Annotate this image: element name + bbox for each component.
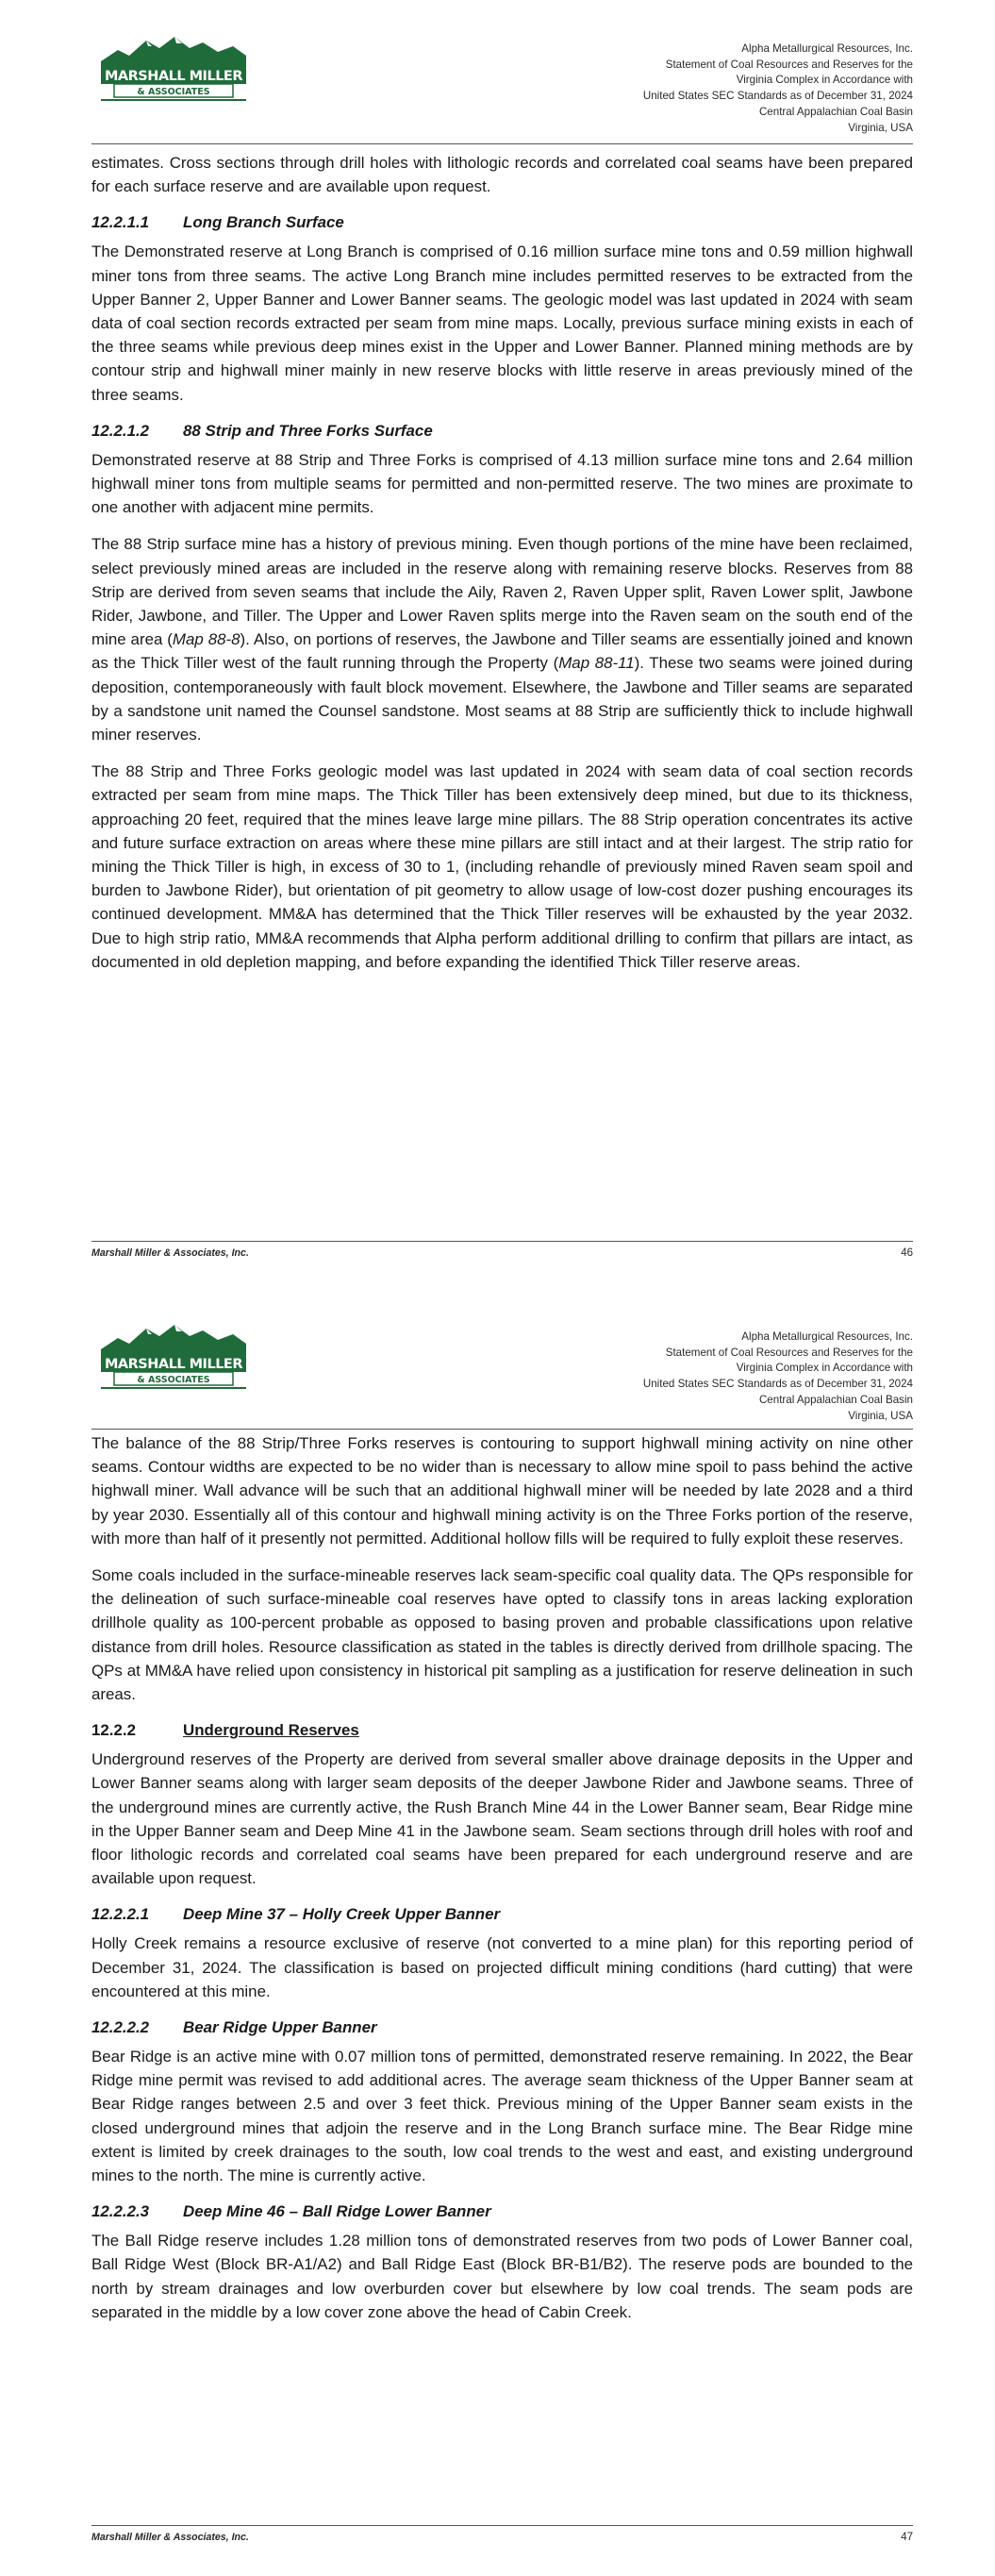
section-number: 12.2.2.2 (91, 2018, 150, 2037)
report-header (517, 1330, 913, 1424)
section-heading (91, 211, 913, 233)
header-complex: Virginia Complex in Accordance with (736, 74, 913, 87)
paragraph: The Ball Ridge reserve includes 1.28 million tons of demonstrated reserves from two pods of Lower Banner coal, Ball Ridge West (Block BR-A1/A2) and Ball Ridge East (Block BR-B1/B2). The reserve pods are bounded to the north by stream drainages and low overburden cover but elsewhere by low coal trends. The seam pods are separated in the middle by a low cover zone above the head of Cabin Creek. (91, 2232, 913, 2321)
header-company: Alpha Metallurgical Resources, Inc. (741, 1330, 913, 1343)
map-reference: Map 88-11 (558, 654, 635, 673)
svg-text:MARSHALL MILLER: MARSHALL MILLER (104, 1357, 243, 1372)
map-reference: Map 88-8 (172, 630, 240, 649)
header-location: Virginia, USA (848, 121, 913, 134)
section-title: Long Branch Surface (183, 213, 344, 232)
section-heading (91, 2200, 913, 2222)
header-complex: Virginia Complex in Accordance with (736, 1362, 913, 1375)
header-divider (91, 1429, 913, 1430)
footer-divider (91, 1241, 913, 1242)
company-logo-icon (97, 35, 250, 105)
paragraph (91, 532, 913, 746)
header-basin: Central Appalachian Coal Basin (758, 1393, 913, 1406)
report-header (517, 42, 913, 136)
header-divider (91, 143, 913, 144)
paragraph: The balance of the 88 Strip/Three Forks reserves is contouring to support highwall mining activity on nine other seams. Contour widths are expected to be no wider than is necessary to allow mine spoil to pass behind the active highwall miner. Wall advance will be such that an additional highwall miner will be needed by late 2028 and a third by year 2030. Essentially all of this contour and highwall mining activity is on the Three Forks portion of the reserve, with more than half of it presently not permitted. Additional hollow fills will be required to fully exploit these reserves. (91, 1434, 913, 1547)
paragraph: Holly Creek remains a resource exclusive of reserve (not converted to a mine plan) for this reporting period of December 31, 2024. The classification is based on projected difficult mining conditions (hard cutting) that were encountered at this mine. (91, 1934, 913, 2000)
section-number: 12.2.1.1 (91, 213, 150, 232)
section-heading (91, 1719, 913, 1741)
header-statement: Statement of Coal Resources and Reserves for the (665, 58, 913, 71)
header-company: Alpha Metallurgical Resources, Inc. (741, 42, 913, 55)
text-run: ). Also, on portions of reserves, the Jawbone and Tiller seams are essentially joined and known as the Thick Tiller west of the fault running through the Property ( (91, 630, 913, 673)
section-heading (91, 1903, 913, 1925)
paragraph: Demonstrated reserve at 88 Strip and Three Forks is comprised of 4.13 million surface mine tons and 2.64 million highwall miner tons from multiple seams for permitted and non-permitted reserve. The two mines are proximate to one another with adjacent mine permits. (91, 450, 913, 517)
footer-company: Marshall Miller & Associates, Inc. (91, 2532, 249, 2543)
text-run: The 88 Strip surface mine has a history of previous mining. Even though portions of the mine have been reclaimed, select previously mined areas are included in the reserve along with remaining reserve blocks. Reserves from 88 Strip are derived from seven seams that include the Aily, Raven 2, Raven Upper split, Raven Lower split, Jawbone Rider, Jawbone, and Tiller. The Upper and Lower Raven splits merge into the Raven seam on the south end of the mine area ( (91, 535, 913, 649)
header-standards: United States SEC Standards as of December 31, 2024 (642, 1378, 913, 1391)
page-number: 47 (901, 2532, 913, 2543)
svg-text:& ASSOCIATES: & ASSOCIATES (137, 1375, 210, 1385)
paragraph: The 88 Strip and Three Forks geologic model was last updated in 2024 with seam data of coal section records extracted per seam from mine maps. The Thick Tiller has been extensively deep mined, but due to its thickness, approaching 20 feet, required that the mines leave large mine pillars. The 88 Strip operation concentrates its active and future surface extraction on areas where these mine pillars are still intact and at their largest. The strip ratio for mining the Thick Tiller is high, in excess of 30 to 1, (including rehandle of previously mined Raven seam spoil and burden to Jawbone Rider), but orientation of pit geometry to allow usage of low-cost dozer pushing encourages its continued development. MM&A has determined that the Thick Tiller reserves will be exhausted by the year 2032. Due to high strip ratio, MM&A recommends that Alpha perform additional drilling to confirm that pillars are intact, as documented in old depletion mapping, and before expanding the identified Thick Tiller reserve areas. (91, 762, 913, 971)
text-run: ). These two seams were joined during deposition, contemporaneously with fault block movement. Elsewhere, the Jawbone and Tiller seams are separated by a sandstone unit named the Counsel sandstone. Most seams at 88 Strip are sufficiently thick to include highwall miner reserves. (91, 654, 913, 744)
section-number: 12.2.2.1 (91, 1905, 150, 1924)
page-47 (0, 1288, 995, 2576)
section-title: Underground Reserves (183, 1721, 359, 1740)
section-title: 88 Strip and Three Forks Surface (183, 421, 433, 440)
paragraph: Bear Ridge is an active mine with 0.07 million tons of permitted, demonstrated reserve remaining. In 2022, the Bear Ridge mine permit was revised to add additional acres. The average seam thickness of the Upper Banner seam at Bear Ridge ranges between 2.5 and over 3 feet thick. Previous mining of the Upper Banner seam exists in the closed underground mines that adjoin the reserve and in the Long Branch surface mine. The Bear Ridge mine extent is limited by creek drainages to the south, low coal trends to the west and east, and existing underground mines to the north. The mine is currently active. (91, 2048, 913, 2185)
paragraph: estimates. Cross sections through drill holes with lithologic records and correlated coal seams have been prepared for each surface reserve and are available upon request. (91, 154, 913, 196)
section-number: 12.2.1.2 (91, 421, 150, 440)
section-title: Deep Mine 37 – Holly Creek Upper Banner (183, 1905, 501, 1924)
page-number: 46 (901, 1247, 913, 1259)
svg-text:MARSHALL MILLER: MARSHALL MILLER (104, 69, 243, 84)
section-title: Bear Ridge Upper Banner (183, 2018, 377, 2037)
paragraph: Some coals included in the surface-mineable reserves lack seam-specific coal quality data. The QPs responsible for the delineation of such surface-mineable coal reserves have opted to classify tons in areas lacking exploration drillhole quality as 100-percent probable as opposed to basing proven and probable classifications upon relative distance from drill holes. Resource classification as stated in the tables is directly derived from drillhole spacing. The QPs at MM&A have relied upon consistency in historical pit sampling as a justification for reserve delineation in such areas. (91, 1566, 913, 1704)
svg-text:& ASSOCIATES: & ASSOCIATES (137, 87, 210, 97)
company-logo-icon (97, 1323, 250, 1393)
section-title: Deep Mine 46 – Ball Ridge Lower Banner (183, 2202, 491, 2221)
header-location: Virginia, USA (848, 1409, 913, 1422)
section-heading (91, 2016, 913, 2038)
paragraph: Underground reserves of the Property are derived from several smaller above drainage deposits in the Upper and Lower Banner seams along with larger seam deposits of the deeper Jawbone Rider and Jawbone seams. Three of the underground mines are currently active, the Rush Branch Mine 44 in the Lower Banner seam, Bear Ridge mine in the Upper Banner seam and Deep Mine 41 in the Jawbone seam. Seam sections through drill holes with roof and floor lithologic records and correlated coal seams have been prepared for each underground reserve and are available upon request. (91, 1750, 913, 1888)
header-standards: United States SEC Standards as of December 31, 2024 (642, 90, 913, 103)
page-body (91, 151, 913, 987)
paragraph: The Demonstrated reserve at Long Branch is comprised of 0.16 million surface mine tons and 0.59 million highwall miner tons from three seams. The active Long Branch mine includes permitted reserves to be extracted from the Upper Banner 2, Upper Banner and Lower Banner seams. The geologic model was last updated in 2024 with seam data of coal section records extracted per seam from mine maps. Locally, previous surface mining exists in each of the three seams while previous deep mines exist in the Upper and Lower Banner. Planned mining methods are by contour strip and highwall miner mainly in new reserve blocks with little reserve in areas previously mined of the three seams. (91, 243, 913, 404)
footer-divider (91, 2525, 913, 2526)
section-number: 12.2.2.3 (91, 2202, 150, 2221)
header-basin: Central Appalachian Coal Basin (758, 105, 913, 118)
footer-company: Marshall Miller & Associates, Inc. (91, 1247, 249, 1259)
page-body (91, 1431, 913, 2337)
section-number: 12.2.2 (91, 1721, 136, 1740)
section-heading (91, 420, 913, 442)
header-statement: Statement of Coal Resources and Reserves for the (665, 1346, 913, 1359)
